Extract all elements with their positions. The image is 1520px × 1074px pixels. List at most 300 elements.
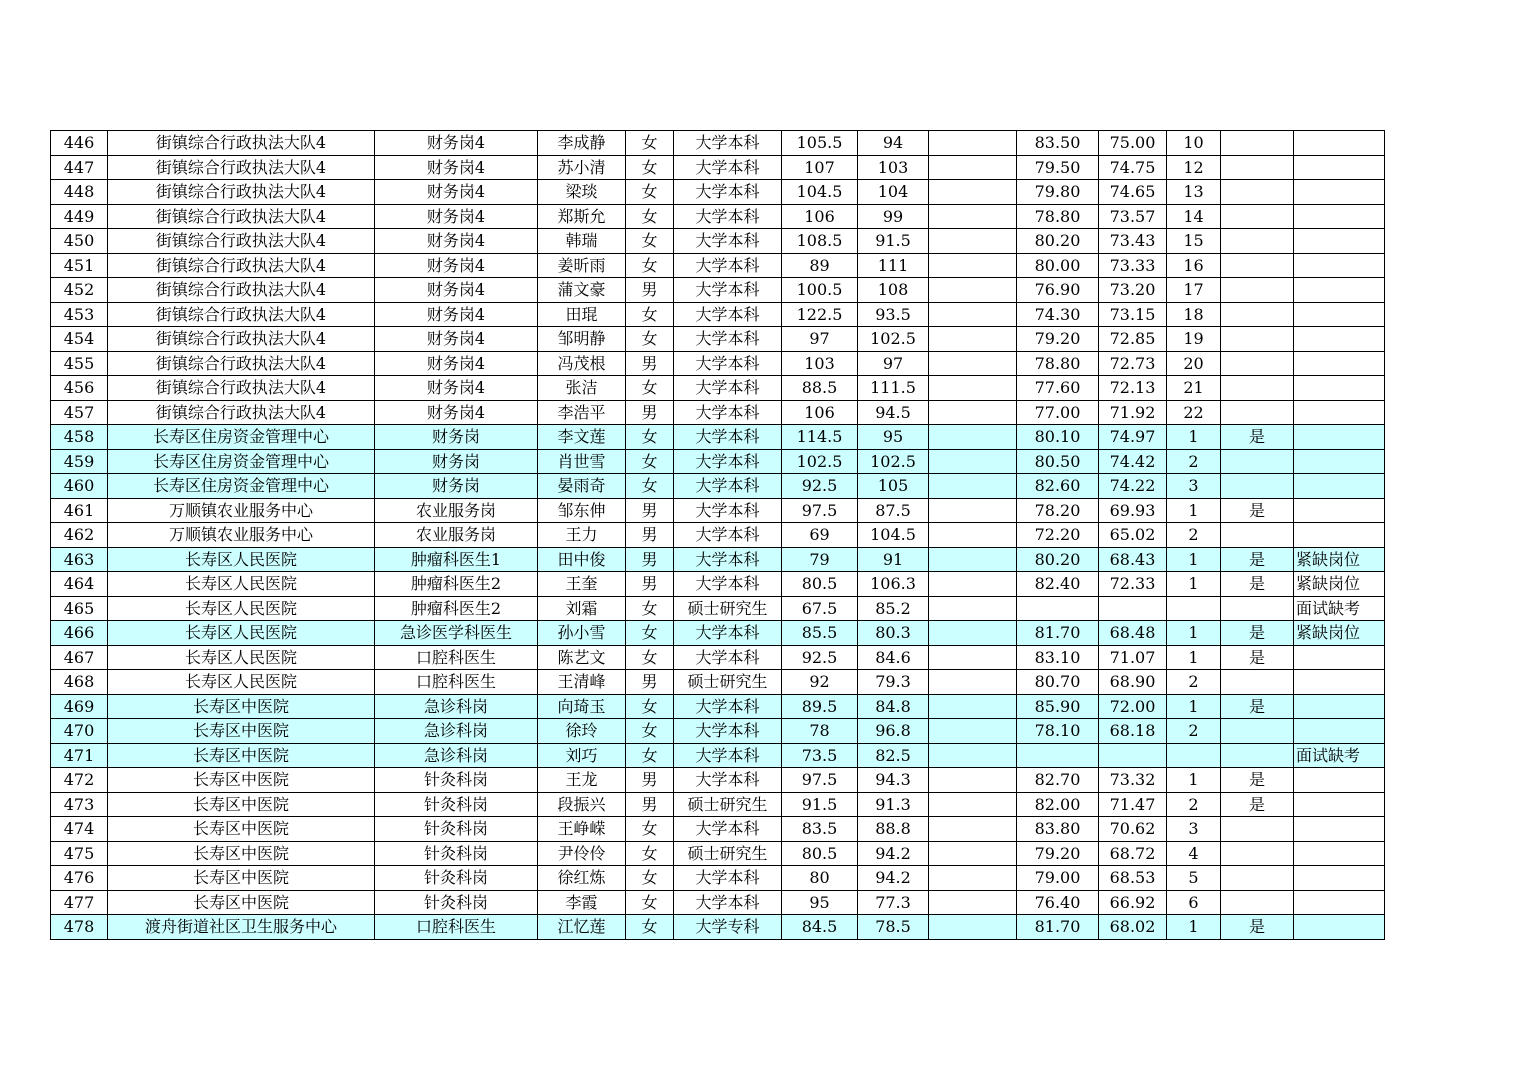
table-row — [51, 792, 1385, 817]
cell-score-2: 94 — [858, 131, 929, 156]
cell-blank — [929, 670, 1017, 695]
cell-interview-score — [1017, 596, 1099, 621]
cell-score-2: 102.5 — [858, 449, 929, 474]
cell-rank: 2 — [1167, 670, 1221, 695]
cell-sex: 女 — [626, 621, 674, 646]
cell-number: 453 — [51, 302, 108, 327]
cell-note — [1294, 498, 1385, 523]
cell-rank: 1 — [1167, 498, 1221, 523]
table-row — [51, 229, 1385, 254]
cell-post: 针灸科岗 — [375, 841, 538, 866]
cell-total-score: 73.15 — [1099, 302, 1167, 327]
cell-score-1: 85.5 — [782, 621, 858, 646]
cell-education: 硕士研究生 — [674, 596, 782, 621]
cell-total-score: 73.20 — [1099, 278, 1167, 303]
cell-interview-score — [1017, 743, 1099, 768]
cell-interview-score: 85.90 — [1017, 694, 1099, 719]
cell-unit: 街镇综合行政执法大队4 — [108, 155, 375, 180]
cell-score-2: 91 — [858, 547, 929, 572]
cell-name: 苏小清 — [538, 155, 626, 180]
cell-score-1: 92.5 — [782, 474, 858, 499]
cell-number: 459 — [51, 449, 108, 474]
cell-name: 向琦玉 — [538, 694, 626, 719]
cell-interview-score: 82.40 — [1017, 572, 1099, 597]
cell-rank: 15 — [1167, 229, 1221, 254]
cell-total-score — [1099, 596, 1167, 621]
cell-score-1: 108.5 — [782, 229, 858, 254]
cell-number: 455 — [51, 351, 108, 376]
cell-name: 李浩平 — [538, 400, 626, 425]
cell-number: 458 — [51, 425, 108, 450]
cell-post: 急诊科岗 — [375, 743, 538, 768]
cell-number: 447 — [51, 155, 108, 180]
cell-blank — [929, 768, 1017, 793]
cell-number: 446 — [51, 131, 108, 156]
cell-score-2: 84.6 — [858, 645, 929, 670]
cell-unit: 街镇综合行政执法大队4 — [108, 180, 375, 205]
table-row — [51, 596, 1385, 621]
cell-total-score: 74.97 — [1099, 425, 1167, 450]
cell-note — [1294, 155, 1385, 180]
cell-unit: 街镇综合行政执法大队4 — [108, 278, 375, 303]
cell-post: 财务岗4 — [375, 400, 538, 425]
cell-note — [1294, 890, 1385, 915]
cell-number: 450 — [51, 229, 108, 254]
cell-score-1: 97.5 — [782, 768, 858, 793]
cell-education: 大学本科 — [674, 719, 782, 744]
cell-sex: 女 — [626, 866, 674, 891]
cell-physical-check — [1221, 327, 1294, 352]
cell-note — [1294, 670, 1385, 695]
cell-sex: 女 — [626, 890, 674, 915]
cell-name: 郑斯允 — [538, 204, 626, 229]
cell-score-2: 94.5 — [858, 400, 929, 425]
cell-note — [1294, 449, 1385, 474]
cell-note: 面试缺考 — [1294, 596, 1385, 621]
cell-sex: 男 — [626, 498, 674, 523]
cell-rank: 16 — [1167, 253, 1221, 278]
cell-name: 张洁 — [538, 376, 626, 401]
cell-score-1: 103 — [782, 351, 858, 376]
cell-blank — [929, 572, 1017, 597]
cell-name: 王峥嵘 — [538, 817, 626, 842]
cell-post: 口腔科医生 — [375, 645, 538, 670]
cell-total-score — [1099, 743, 1167, 768]
cell-unit: 长寿区中医院 — [108, 719, 375, 744]
cell-score-2: 106.3 — [858, 572, 929, 597]
cell-post: 肿瘤科医生2 — [375, 596, 538, 621]
cell-total-score: 71.92 — [1099, 400, 1167, 425]
cell-post: 针灸科岗 — [375, 817, 538, 842]
cell-post: 财务岗 — [375, 449, 538, 474]
cell-post: 财务岗4 — [375, 376, 538, 401]
cell-total-score: 69.93 — [1099, 498, 1167, 523]
cell-interview-score: 82.60 — [1017, 474, 1099, 499]
cell-interview-score: 77.60 — [1017, 376, 1099, 401]
cell-number: 470 — [51, 719, 108, 744]
cell-education: 大学本科 — [674, 302, 782, 327]
cell-blank — [929, 817, 1017, 842]
cell-name: 邹明静 — [538, 327, 626, 352]
cell-score-2: 99 — [858, 204, 929, 229]
cell-post: 财务岗4 — [375, 327, 538, 352]
cell-education: 大学本科 — [674, 474, 782, 499]
cell-physical-check — [1221, 670, 1294, 695]
cell-education: 大学本科 — [674, 768, 782, 793]
cell-post: 农业服务岗 — [375, 523, 538, 548]
cell-sex: 女 — [626, 915, 674, 940]
cell-sex: 男 — [626, 547, 674, 572]
table-row — [51, 670, 1385, 695]
table-row — [51, 768, 1385, 793]
cell-unit: 万顺镇农业服务中心 — [108, 498, 375, 523]
cell-total-score: 74.22 — [1099, 474, 1167, 499]
cell-unit: 长寿区中医院 — [108, 743, 375, 768]
cell-number: 449 — [51, 204, 108, 229]
cell-score-2: 103 — [858, 155, 929, 180]
table-row — [51, 694, 1385, 719]
cell-total-score: 66.92 — [1099, 890, 1167, 915]
cell-rank: 13 — [1167, 180, 1221, 205]
cell-blank — [929, 474, 1017, 499]
cell-physical-check: 是 — [1221, 621, 1294, 646]
cell-rank: 4 — [1167, 841, 1221, 866]
cell-number: 463 — [51, 547, 108, 572]
cell-blank — [929, 792, 1017, 817]
cell-total-score: 71.47 — [1099, 792, 1167, 817]
cell-rank: 1 — [1167, 694, 1221, 719]
cell-blank — [929, 547, 1017, 572]
table-row — [51, 327, 1385, 352]
cell-post: 肿瘤科医生1 — [375, 547, 538, 572]
cell-post: 财务岗4 — [375, 302, 538, 327]
cell-score-2: 78.5 — [858, 915, 929, 940]
cell-unit: 街镇综合行政执法大队4 — [108, 351, 375, 376]
cell-total-score: 75.00 — [1099, 131, 1167, 156]
cell-number: 473 — [51, 792, 108, 817]
cell-interview-score: 79.20 — [1017, 327, 1099, 352]
cell-physical-check — [1221, 131, 1294, 156]
cell-education: 大学本科 — [674, 180, 782, 205]
cell-rank: 21 — [1167, 376, 1221, 401]
cell-score-1: 102.5 — [782, 449, 858, 474]
table-row — [51, 351, 1385, 376]
cell-total-score: 72.00 — [1099, 694, 1167, 719]
cell-total-score: 74.75 — [1099, 155, 1167, 180]
cell-sex: 女 — [626, 253, 674, 278]
cell-total-score: 68.48 — [1099, 621, 1167, 646]
cell-note — [1294, 645, 1385, 670]
cell-education: 大学本科 — [674, 351, 782, 376]
table-row — [51, 915, 1385, 940]
cell-score-2: 88.8 — [858, 817, 929, 842]
table-row — [51, 866, 1385, 891]
cell-unit: 街镇综合行政执法大队4 — [108, 302, 375, 327]
cell-name: 王清峰 — [538, 670, 626, 695]
cell-education: 大学本科 — [674, 523, 782, 548]
cell-unit: 长寿区中医院 — [108, 890, 375, 915]
cell-name: 邹东伸 — [538, 498, 626, 523]
cell-note: 紧缺岗位 — [1294, 547, 1385, 572]
cell-rank — [1167, 596, 1221, 621]
table-row — [51, 376, 1385, 401]
cell-score-1: 88.5 — [782, 376, 858, 401]
cell-name: 徐红炼 — [538, 866, 626, 891]
cell-interview-score: 78.20 — [1017, 498, 1099, 523]
cell-interview-score: 82.00 — [1017, 792, 1099, 817]
cell-post: 财务岗4 — [375, 155, 538, 180]
cell-total-score: 68.43 — [1099, 547, 1167, 572]
cell-score-1: 100.5 — [782, 278, 858, 303]
cell-rank — [1167, 743, 1221, 768]
cell-rank: 20 — [1167, 351, 1221, 376]
cell-number: 466 — [51, 621, 108, 646]
cell-physical-check — [1221, 523, 1294, 548]
cell-score-2: 84.8 — [858, 694, 929, 719]
cell-name: 刘巧 — [538, 743, 626, 768]
cell-post: 财务岗4 — [375, 278, 538, 303]
cell-number: 474 — [51, 817, 108, 842]
cell-sex: 女 — [626, 425, 674, 450]
cell-education: 硕士研究生 — [674, 841, 782, 866]
table-row — [51, 719, 1385, 744]
cell-post: 口腔科医生 — [375, 915, 538, 940]
cell-score-1: 78 — [782, 719, 858, 744]
cell-number: 464 — [51, 572, 108, 597]
cell-note — [1294, 180, 1385, 205]
cell-sex: 男 — [626, 351, 674, 376]
cell-education: 大学本科 — [674, 572, 782, 597]
table-row — [51, 278, 1385, 303]
cell-note — [1294, 204, 1385, 229]
cell-note — [1294, 768, 1385, 793]
cell-unit: 长寿区人民医院 — [108, 572, 375, 597]
cell-physical-check: 是 — [1221, 425, 1294, 450]
cell-sex: 男 — [626, 523, 674, 548]
cell-total-score: 71.07 — [1099, 645, 1167, 670]
cell-unit: 长寿区人民医院 — [108, 621, 375, 646]
cell-blank — [929, 229, 1017, 254]
cell-blank — [929, 327, 1017, 352]
cell-sex: 女 — [626, 131, 674, 156]
cell-blank — [929, 694, 1017, 719]
cell-interview-score: 81.70 — [1017, 621, 1099, 646]
cell-score-1: 107 — [782, 155, 858, 180]
cell-note: 面试缺考 — [1294, 743, 1385, 768]
cell-unit: 街镇综合行政执法大队4 — [108, 204, 375, 229]
cell-physical-check — [1221, 302, 1294, 327]
cell-score-1: 79 — [782, 547, 858, 572]
cell-name: 刘霜 — [538, 596, 626, 621]
cell-note — [1294, 327, 1385, 352]
cell-score-2: 108 — [858, 278, 929, 303]
cell-number: 461 — [51, 498, 108, 523]
table-row — [51, 523, 1385, 548]
cell-total-score: 74.65 — [1099, 180, 1167, 205]
cell-interview-score: 79.00 — [1017, 866, 1099, 891]
cell-sex: 女 — [626, 719, 674, 744]
cell-physical-check — [1221, 253, 1294, 278]
cell-interview-score: 78.80 — [1017, 351, 1099, 376]
cell-score-2: 95 — [858, 425, 929, 450]
cell-note — [1294, 817, 1385, 842]
cell-score-2: 87.5 — [858, 498, 929, 523]
cell-total-score: 72.33 — [1099, 572, 1167, 597]
cell-note — [1294, 351, 1385, 376]
cell-number: 469 — [51, 694, 108, 719]
cell-physical-check — [1221, 229, 1294, 254]
cell-unit: 长寿区中医院 — [108, 866, 375, 891]
cell-interview-score: 76.40 — [1017, 890, 1099, 915]
table-row — [51, 743, 1385, 768]
cell-sex: 女 — [626, 155, 674, 180]
cell-score-1: 89.5 — [782, 694, 858, 719]
cell-blank — [929, 302, 1017, 327]
cell-score-2: 79.3 — [858, 670, 929, 695]
cell-score-1: 69 — [782, 523, 858, 548]
cell-total-score: 73.57 — [1099, 204, 1167, 229]
cell-blank — [929, 278, 1017, 303]
cell-number: 462 — [51, 523, 108, 548]
cell-score-1: 106 — [782, 400, 858, 425]
cell-score-1: 91.5 — [782, 792, 858, 817]
cell-blank — [929, 351, 1017, 376]
cell-post: 急诊科岗 — [375, 719, 538, 744]
cell-score-1: 84.5 — [782, 915, 858, 940]
cell-sex: 女 — [626, 327, 674, 352]
cell-score-2: 111 — [858, 253, 929, 278]
cell-rank: 10 — [1167, 131, 1221, 156]
cell-number: 457 — [51, 400, 108, 425]
cell-rank: 3 — [1167, 817, 1221, 842]
cell-total-score: 73.32 — [1099, 768, 1167, 793]
cell-note — [1294, 474, 1385, 499]
cell-unit: 长寿区住房资金管理中心 — [108, 474, 375, 499]
cell-score-1: 105.5 — [782, 131, 858, 156]
cell-physical-check: 是 — [1221, 645, 1294, 670]
cell-blank — [929, 866, 1017, 891]
cell-number: 478 — [51, 915, 108, 940]
cell-name: 王奎 — [538, 572, 626, 597]
cell-note — [1294, 278, 1385, 303]
cell-name: 田中俊 — [538, 547, 626, 572]
cell-education: 大学本科 — [674, 155, 782, 180]
cell-score-1: 92.5 — [782, 645, 858, 670]
cell-note — [1294, 400, 1385, 425]
cell-blank — [929, 376, 1017, 401]
table-row — [51, 180, 1385, 205]
cell-name: 江忆莲 — [538, 915, 626, 940]
cell-education: 大学专科 — [674, 915, 782, 940]
cell-education: 大学本科 — [674, 645, 782, 670]
cell-score-1: 97 — [782, 327, 858, 352]
cell-interview-score: 74.30 — [1017, 302, 1099, 327]
cell-rank: 22 — [1167, 400, 1221, 425]
cell-post: 急诊科岗 — [375, 694, 538, 719]
cell-blank — [929, 523, 1017, 548]
cell-note — [1294, 229, 1385, 254]
cell-score-2: 102.5 — [858, 327, 929, 352]
cell-blank — [929, 596, 1017, 621]
cell-unit: 街镇综合行政执法大队4 — [108, 229, 375, 254]
cell-rank: 1 — [1167, 572, 1221, 597]
cell-number: 454 — [51, 327, 108, 352]
cell-rank: 2 — [1167, 719, 1221, 744]
cell-education: 大学本科 — [674, 743, 782, 768]
cell-name: 田琨 — [538, 302, 626, 327]
cell-rank: 1 — [1167, 621, 1221, 646]
cell-physical-check — [1221, 596, 1294, 621]
cell-interview-score: 82.70 — [1017, 768, 1099, 793]
cell-score-1: 80.5 — [782, 841, 858, 866]
cell-post: 针灸科岗 — [375, 890, 538, 915]
cell-sex: 男 — [626, 670, 674, 695]
cell-physical-check: 是 — [1221, 498, 1294, 523]
cell-physical-check — [1221, 890, 1294, 915]
cell-physical-check: 是 — [1221, 768, 1294, 793]
cell-education: 大学本科 — [674, 498, 782, 523]
cell-unit: 街镇综合行政执法大队4 — [108, 400, 375, 425]
cell-physical-check: 是 — [1221, 547, 1294, 572]
table-row — [51, 621, 1385, 646]
cell-unit: 街镇综合行政执法大队4 — [108, 253, 375, 278]
cell-number: 477 — [51, 890, 108, 915]
cell-post: 财务岗4 — [375, 204, 538, 229]
cell-post: 财务岗 — [375, 474, 538, 499]
cell-score-1: 95 — [782, 890, 858, 915]
cell-interview-score: 81.70 — [1017, 915, 1099, 940]
cell-total-score: 72.85 — [1099, 327, 1167, 352]
cell-unit: 长寿区人民医院 — [108, 596, 375, 621]
table-body — [51, 131, 1385, 940]
cell-blank — [929, 253, 1017, 278]
cell-score-2: 104.5 — [858, 523, 929, 548]
cell-physical-check — [1221, 719, 1294, 744]
cell-total-score: 68.02 — [1099, 915, 1167, 940]
cell-sex: 女 — [626, 596, 674, 621]
cell-rank: 1 — [1167, 547, 1221, 572]
cell-physical-check — [1221, 743, 1294, 768]
cell-note: 紧缺岗位 — [1294, 572, 1385, 597]
cell-interview-score: 79.80 — [1017, 180, 1099, 205]
table-row — [51, 449, 1385, 474]
table-row — [51, 841, 1385, 866]
cell-name: 晏雨奇 — [538, 474, 626, 499]
cell-rank: 14 — [1167, 204, 1221, 229]
cell-education: 大学本科 — [674, 278, 782, 303]
cell-blank — [929, 743, 1017, 768]
cell-education: 大学本科 — [674, 327, 782, 352]
cell-sex: 女 — [626, 302, 674, 327]
cell-sex: 女 — [626, 645, 674, 670]
cell-blank — [929, 155, 1017, 180]
cell-interview-score: 83.10 — [1017, 645, 1099, 670]
cell-interview-score: 83.50 — [1017, 131, 1099, 156]
cell-score-1: 89 — [782, 253, 858, 278]
cell-education: 大学本科 — [674, 449, 782, 474]
cell-unit: 万顺镇农业服务中心 — [108, 523, 375, 548]
cell-blank — [929, 204, 1017, 229]
cell-name: 肖世雪 — [538, 449, 626, 474]
cell-interview-score: 80.50 — [1017, 449, 1099, 474]
cell-blank — [929, 719, 1017, 744]
cell-physical-check: 是 — [1221, 572, 1294, 597]
cell-note — [1294, 302, 1385, 327]
cell-post: 财务岗4 — [375, 229, 538, 254]
cell-blank — [929, 449, 1017, 474]
cell-note — [1294, 425, 1385, 450]
table-row — [51, 890, 1385, 915]
